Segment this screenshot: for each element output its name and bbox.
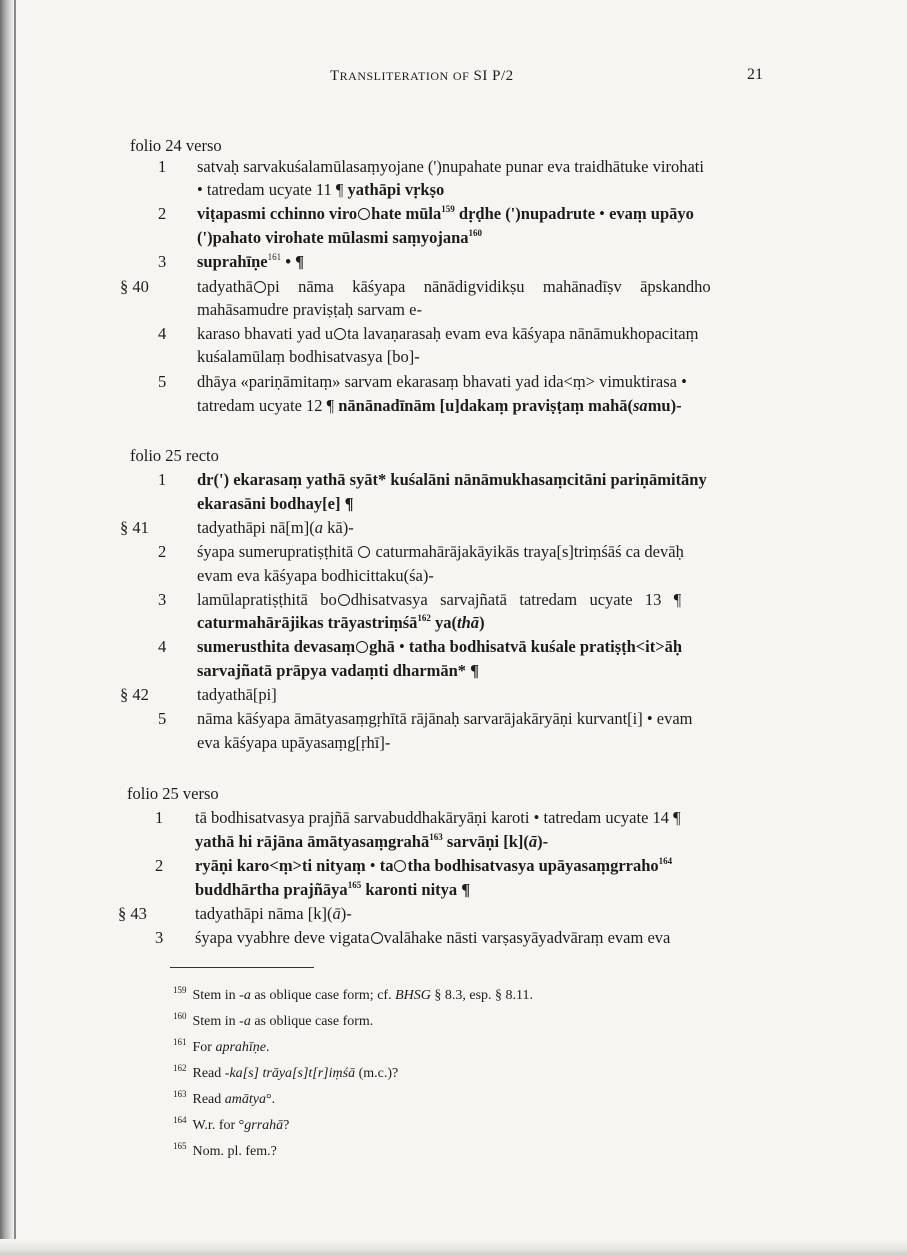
folio-heading-25-recto: folio 25 recto — [130, 446, 219, 465]
line-number: 4 — [158, 637, 167, 656]
text-line: kuśalamūlaṃ bodhisatvasya [bo]- — [197, 347, 420, 366]
lacuna-circle-icon — [358, 208, 370, 220]
section-marker-43: § 43 — [118, 904, 147, 923]
text-line: (')pahato virohate mūlasmi saṃyojana$^{160}$ — [197, 228, 482, 247]
line-number: 2 — [158, 542, 167, 561]
lacuna-circle-icon — [356, 641, 368, 653]
text-line: ryāṇi karo<ṃ>ti nityaṃ • ta tha bodhisatvasya upāyasaṃgrraho$^{164}$ — [195, 856, 673, 875]
page-number: 21 — [747, 66, 763, 83]
line-number: 1 — [155, 808, 164, 827]
text-line: sumerusthita devasaṃ ghā • tatha bodhisatvā kuśale pratiṣṭh<it>āḥ — [197, 637, 683, 656]
line-number: 5 — [158, 372, 167, 391]
lacuna-circle-icon — [358, 546, 370, 558]
footnote-165: $^{165}$ Nom. pl. fem.? — [173, 1141, 277, 1159]
text-line: śyapa sumerupratiṣṭhitā caturmahārājakāyikās traya[s]triṃśāś ca devāḥ — [197, 542, 684, 561]
line-number: 2 — [155, 856, 164, 875]
line-number: 3 — [158, 590, 167, 609]
lacuna-circle-icon — [338, 594, 350, 606]
line-number: 5 — [158, 709, 167, 728]
running-header — [0, 64, 907, 88]
line-number: 2 — [158, 204, 167, 223]
spine-edge-line — [14, 0, 16, 1255]
footnote-160: $^{160}$ Stem in -a as oblique case form. — [173, 1011, 374, 1029]
line-number: 3 — [155, 928, 164, 947]
line-number: 3 — [158, 252, 167, 271]
text-line: tadyathā[pi] — [197, 685, 277, 704]
text-line: śyapa vyabhre deve vigata valāhake nāsti varṣasyāyadvāraṃ evam eva — [195, 928, 671, 947]
text-line: buddhārtha prajñāya$^{165}$ karonti nitya ¶ — [195, 880, 471, 899]
line-number: 1 — [158, 470, 167, 489]
text-line: tadyathā pi nāma kāśyapa nānādigvidikṣu mahānadīṣv āpskandho — [197, 277, 711, 296]
folio-heading-25-verso: folio 25 verso — [127, 784, 219, 803]
page-bottom-edge-shadow — [0, 1239, 907, 1255]
line-number: 1 — [158, 157, 167, 176]
footnote-164: $^{164}$ W.r. for °grrahā? — [173, 1115, 290, 1133]
text-line: dr(') ekarasaṃ yathā syāt* kuśalāni nānāmukhasaṃcitāni pariṇāmitāny — [197, 470, 707, 489]
text-line: tadyathāpi nāma [k](ā)- — [195, 904, 352, 923]
text-line: dhāya «pariṇāmitaṃ» sarvam ekarasaṃ bhavati yad ida<ṃ> vimuktirasa • — [197, 372, 687, 391]
lacuna-circle-icon — [371, 932, 383, 944]
line-number: 4 — [158, 324, 167, 343]
text-line: mahāsamudre praviṣṭaḥ sarvam e- — [197, 300, 422, 319]
text-line: tadyathāpi nā[m](a kā)- — [197, 518, 354, 537]
text-line: lamūlapratiṣṭhitā bo dhisatvasya sarvajñatā tatredam ucyate 13 ¶ — [197, 590, 682, 609]
footnote-161: $^{161}$ For aprahīṇe. — [173, 1037, 270, 1055]
text-line: caturmahārājikas trāyastriṃśā$^{162}$ ya(thā) — [197, 613, 485, 632]
folio-heading-24-verso: folio 24 verso — [130, 136, 222, 155]
text-line: suprahīṇe$^{161}$ • ¶ — [197, 252, 305, 271]
section-marker-41: § 41 — [120, 518, 149, 537]
footnote-separator-rule — [170, 967, 314, 968]
text-line: tatredam ucyate 12 ¶ nānānadīnām [u]dakaṃ praviṣṭaṃ mahā(samu)- — [197, 396, 682, 415]
text-line: karaso bhavati yad u ta lavaṇarasaḥ evam eva kāśyapa nānāmukhopacitaṃ — [197, 324, 699, 343]
footnote-162: $^{162}$ Read -ka[s] trāya[s]t[r]iṃśā (m.c.)? — [173, 1063, 399, 1081]
text-line: eva kāśyapa upāyasaṃg[ṛhī]- — [197, 733, 391, 752]
lacuna-circle-icon — [254, 281, 266, 293]
book-spine-shadow — [0, 0, 14, 1255]
text-line: • tatredam ucyate 11 ¶ yathāpi vṛkṣo — [197, 180, 445, 199]
text-line: sarvajñatā prāpya vadaṃti dharmān* ¶ — [197, 661, 480, 680]
text-line: evam eva kāśyapa bodhicittaku(śa)- — [197, 566, 434, 585]
text-line: satvaḥ sarvakuśalamūlasaṃyojane (')nupahate punar eva traidhātuke virohati — [197, 157, 704, 176]
lacuna-circle-icon — [394, 860, 406, 872]
text-line: nāma kāśyapa āmātyasaṃgṛhītā rājānaḥ sarvarājakāryāṇi kurvant[i] • evam — [197, 709, 693, 728]
text-line: viṭapasmi cchinno viro hate mūla$^{159}$ dṛḍhe (')nupadrute • evaṃ upāyo — [197, 204, 694, 223]
footnote-163: $^{163}$ Read amātya°. — [173, 1089, 276, 1107]
section-marker-42: § 42 — [120, 685, 149, 704]
text-line: ekarasāni bodhay[e] ¶ — [197, 494, 354, 513]
running-title: TRANSLITERATION OF SI P/2 — [330, 68, 514, 84]
text-line: yathā hi rājāna āmātyasaṃgrahā$^{163}$ sarvāṇi [k](ā)- — [195, 832, 549, 851]
lacuna-circle-icon — [334, 328, 346, 340]
footnote-159: $^{159}$ Stem in -a as oblique case form; cf. BHSG § 8.3, esp. § 8.11. — [173, 985, 534, 1003]
section-marker-40: § 40 — [120, 277, 149, 296]
text-line: tā bodhisatvasya prajñā sarvabuddhakāryāṇi karoti • tatredam ucyate 14 ¶ — [195, 808, 681, 827]
